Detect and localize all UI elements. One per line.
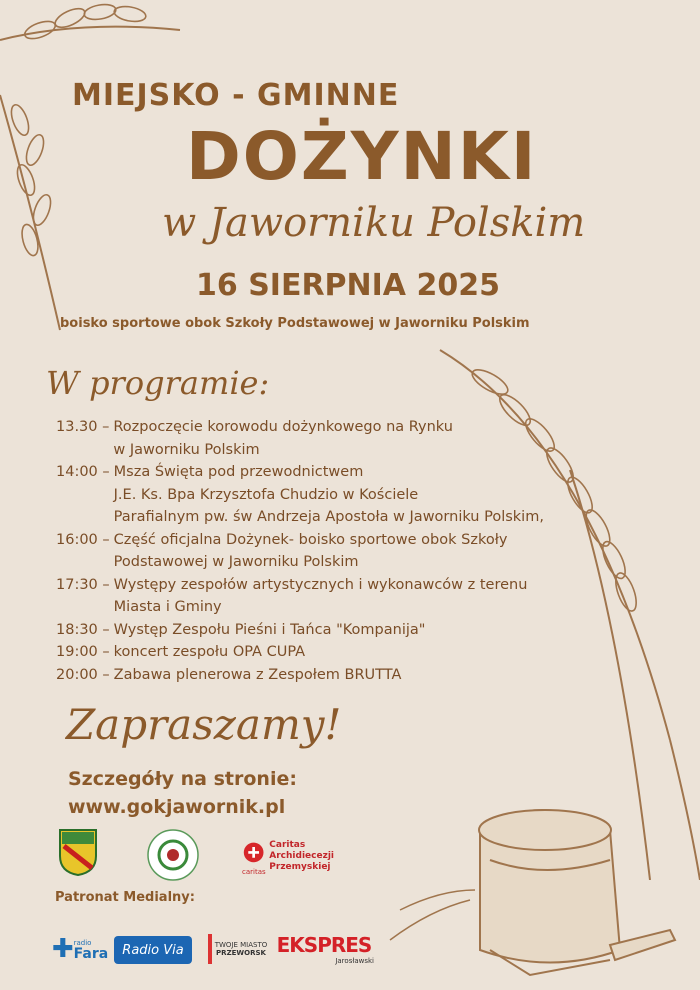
program-time: 17:30 – [56,576,110,593]
ekspres-sub: Jarosławski [335,957,374,965]
website-link[interactable]: www.gokjawornik.pl [68,796,286,818]
program-time: 20:00 – [56,666,110,683]
twoje-miasto-przeworsk-logo [208,934,270,964]
ekspres-name: EKSPRES [276,933,372,957]
program-desc: J.E. Ks. Bpa Krzysztofa Chudzio w Kościele [113,486,419,503]
program-heading: W programie: [46,364,270,402]
program-desc: Występy zespołów artystycznych i wykonawców z terenu [113,576,528,593]
caritas-small-label: caritas [242,868,266,876]
invitation-text: Zapraszamy! [66,700,342,749]
program-desc: Miasta i Gminy [113,599,222,615]
tmp-line: TWOJE MIASTO [214,941,268,949]
program-desc: koncert zespołu OPA CUPA [113,644,306,660]
municipality-coat-of-arms-logo [58,828,98,876]
program-time: 18:30 – [56,621,110,638]
flour-sack-illustration [380,790,680,980]
radio-fara-logo [51,932,109,966]
program-item [56,641,576,664]
program-list [56,416,576,686]
tmp-line: PRZEWORSK [216,949,266,957]
event-location-subtitle: w Jaworniku Polskim [162,200,586,246]
program-desc: Zabawa plenerowa z Zespołem BRUTTA [113,666,402,683]
details-label: Szczegóły na stronie: [68,768,297,790]
program-item [56,619,576,642]
event-category-heading: MIEJSKO - GMINNE [72,78,400,113]
program-time: 19:00 – [56,644,110,660]
radio-fara-small: radio [73,939,92,947]
program-desc: Rozpoczęcie korowodu dożynkowego na Rynku [113,419,453,435]
program-desc: Podstawowej w Jaworniku Polskim [113,554,359,570]
program-desc: w Jaworniku Polskim [113,441,260,458]
cross-icon: ✚ [51,934,74,964]
ekspres-jaroslawski-logo [274,934,374,964]
program-item [56,461,576,529]
program-desc: Parafialnym pw. św Andrzeja Apostoła w Jaworniku Polskim, [113,509,544,525]
program-desc: Msza Święta pod przewodnictwem [113,464,364,480]
program-time: 14:00 – [56,464,110,480]
program-time: 16:00 – [56,531,110,548]
program-item [56,574,576,619]
media-patronage-label: Patronat Medialny: [55,890,195,905]
event-date: 16 SIERPNIA 2025 [196,268,500,303]
program-item [56,529,576,574]
caritas-name-line: Archidiecezji [269,850,334,861]
wheat-top-left-illustration [0,0,200,340]
event-venue: boisko sportowe obok Szkoły Podstawowej w Jaworniku Polskim [60,316,530,331]
program-item [56,416,576,461]
event-title: DOŻYNKI [186,118,538,195]
caritas-name-line: Przemyskiej [269,861,331,872]
association-emblem-logo [146,828,200,882]
program-item [56,664,576,687]
radio-fara-name: Fara [73,946,109,962]
program-desc: Występ Zespołu Pieśni i Tańca "Kompanija" [113,621,426,638]
caritas-name-line: Caritas [269,839,306,850]
program-time: 13.30 – [56,419,110,435]
program-desc: Część oficjalna Dożynek- boisko sportowe obok Szkoły [113,531,508,548]
radio-via-logo: Radio Via [114,936,192,964]
